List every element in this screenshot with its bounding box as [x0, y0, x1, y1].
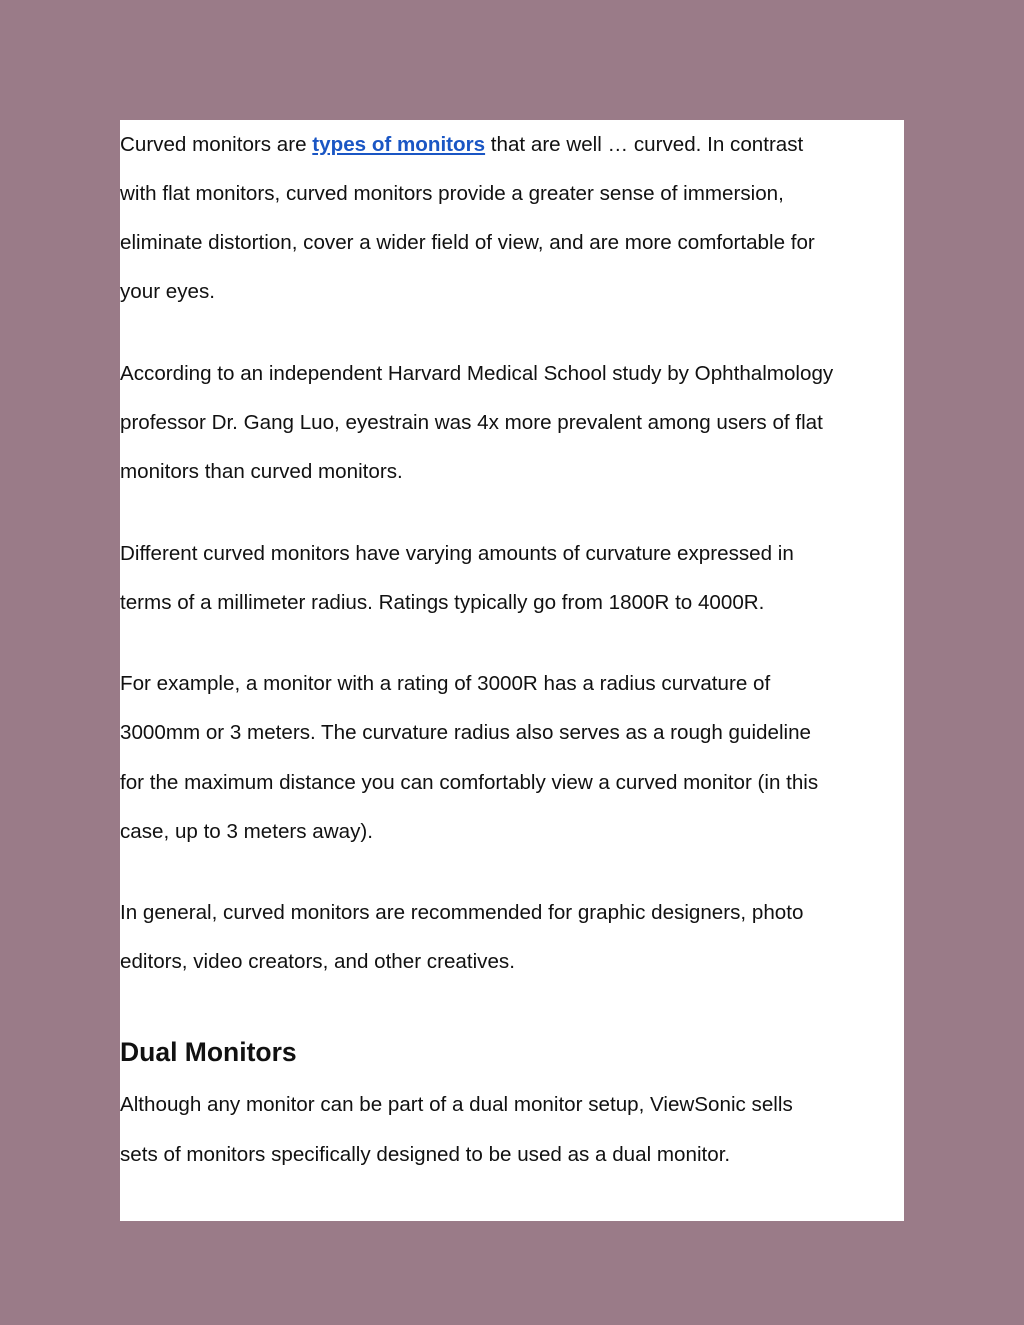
paragraph-recommendation	[120, 888, 904, 986]
text-line: your eyes.	[120, 280, 216, 304]
text-line: Although any monitor can be part of a dual monitor setup, ViewSonic sells	[120, 1093, 793, 1117]
text-line: case, up to 3 meters away).	[120, 819, 373, 843]
text-line: For example, a monitor with a rating of 3000R has a radius curvature of	[120, 672, 771, 696]
text-line: Different curved monitors have varying amounts of curvature expressed in	[120, 541, 794, 565]
text-segment: Curved monitors are	[120, 133, 313, 156]
text-line: In general, curved monitors are recommended for graphic designers, photo	[120, 901, 804, 925]
paragraph-curvature-example	[120, 659, 904, 855]
text-line: sets of monitors specifically designed to be used as a dual monitor.	[120, 1142, 731, 1166]
text-line: eliminate distortion, cover a wider field of view, and are more comfortable for	[120, 231, 815, 255]
text-line: professor Dr. Gang Luo, eyestrain was 4x more prevalent among users of flat	[120, 410, 823, 434]
paragraph-dual-monitors	[120, 1080, 904, 1178]
paragraph-harvard-study	[120, 349, 904, 496]
text-line: 3000mm or 3 meters. The curvature radius also serves as a rough guideline	[120, 721, 812, 745]
paragraph-curvature-ratings	[120, 529, 904, 627]
document-page	[120, 120, 904, 1221]
text-line: with flat monitors, curved monitors provide a greater sense of immersion,	[120, 182, 784, 206]
text-line: According to an independent Harvard Medical School study by Ophthalmology	[120, 361, 834, 385]
article-body	[120, 120, 904, 1179]
text-line: editors, video creators, and other creatives.	[120, 950, 515, 974]
text-line	[120, 120, 904, 169]
text-line: terms of a millimeter radius. Ratings typically go from 1800R to 4000R.	[120, 590, 765, 614]
types-of-monitors-link[interactable]: types of monitors	[312, 133, 486, 156]
text-segment: that are well … curved. In contrast	[485, 133, 804, 156]
paragraph-curved-intro	[120, 120, 904, 316]
section-heading-dual-monitors: Dual Monitors	[120, 1037, 297, 1068]
text-line: for the maximum distance you can comfortably view a curved monitor (in this	[120, 770, 819, 794]
text-line: monitors than curved monitors.	[120, 460, 403, 484]
